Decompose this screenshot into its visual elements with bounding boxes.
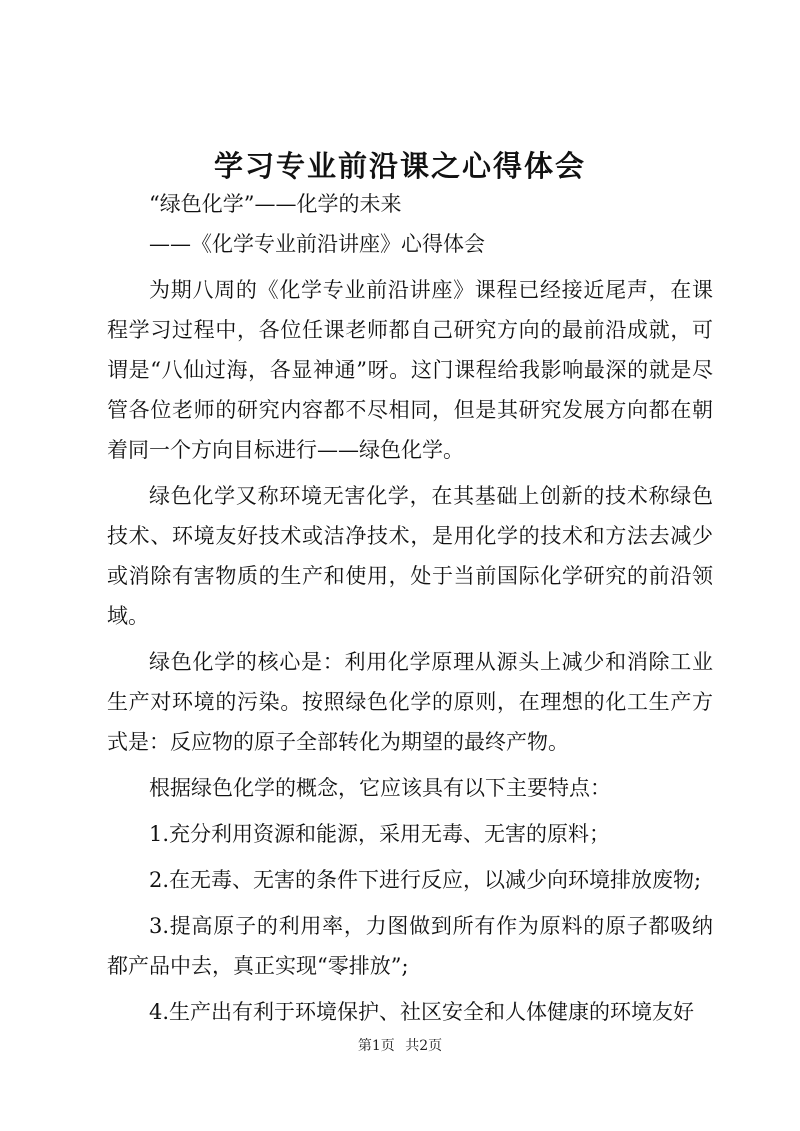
body-paragraph: 绿色化学又称环境无害化学，在其基础上创新的技术称绿色技术、环境友好技术或洁净技术，是用化学的技术和方法去减少或消除有害物质的生产和使用，处于当前国际化学研究的前沿领域。 <box>107 484 713 628</box>
page-number: 第1页 <box>357 1038 395 1054</box>
page-total: 共2页 <box>405 1038 443 1054</box>
subtitle-line: ——《化学专业前沿讲座》心得体会 <box>149 232 485 256</box>
body-paragraph: 绿色化学的核心是：利用化学原理从源头上减少和消除工业生产对环境的污染。按照绿色化学的原则，在理想的化工生产方式是：反应物的原子全部转化为期望的最终产物。 <box>107 650 713 754</box>
body-paragraph: 根据绿色化学的概念，它应该具有以下主要特点： <box>149 776 611 800</box>
list-item: 2.在无毒、无害的条件下进行反应，以减少向环境排放废物; <box>149 868 702 892</box>
subtitle-line: “绿色化学”——化学的未来 <box>149 192 402 216</box>
body-paragraph: 为期八周的《化学专业前沿讲座》课程已经接近尾声，在课程学习过程中，各位任课老师都自己研究方向的最前沿成就，可谓是“八仙过海，各显神通”呀。这门课程给我影响最深的就是尽管各位老师的研究内容都不尽相同，但是其研究发展方向都在朝着同一个方向目标进行——绿色化学。 <box>107 278 713 462</box>
list-item: 1.充分利用资源和能源，采用无毒、无害的原料； <box>149 822 611 846</box>
document-title: 学习专业前沿课之心得体会 <box>213 149 586 183</box>
page-footer <box>0 1035 800 1055</box>
list-item: 3.提高原子的利用率，力图做到所有作为原料的原子都吸纳都产品中去，真正实现“零排放”; <box>107 914 713 978</box>
document-body <box>107 184 713 1038</box>
list-item: 4.生产出有利于环境保护、社区安全和人体健康的环境友好 <box>149 1000 695 1024</box>
